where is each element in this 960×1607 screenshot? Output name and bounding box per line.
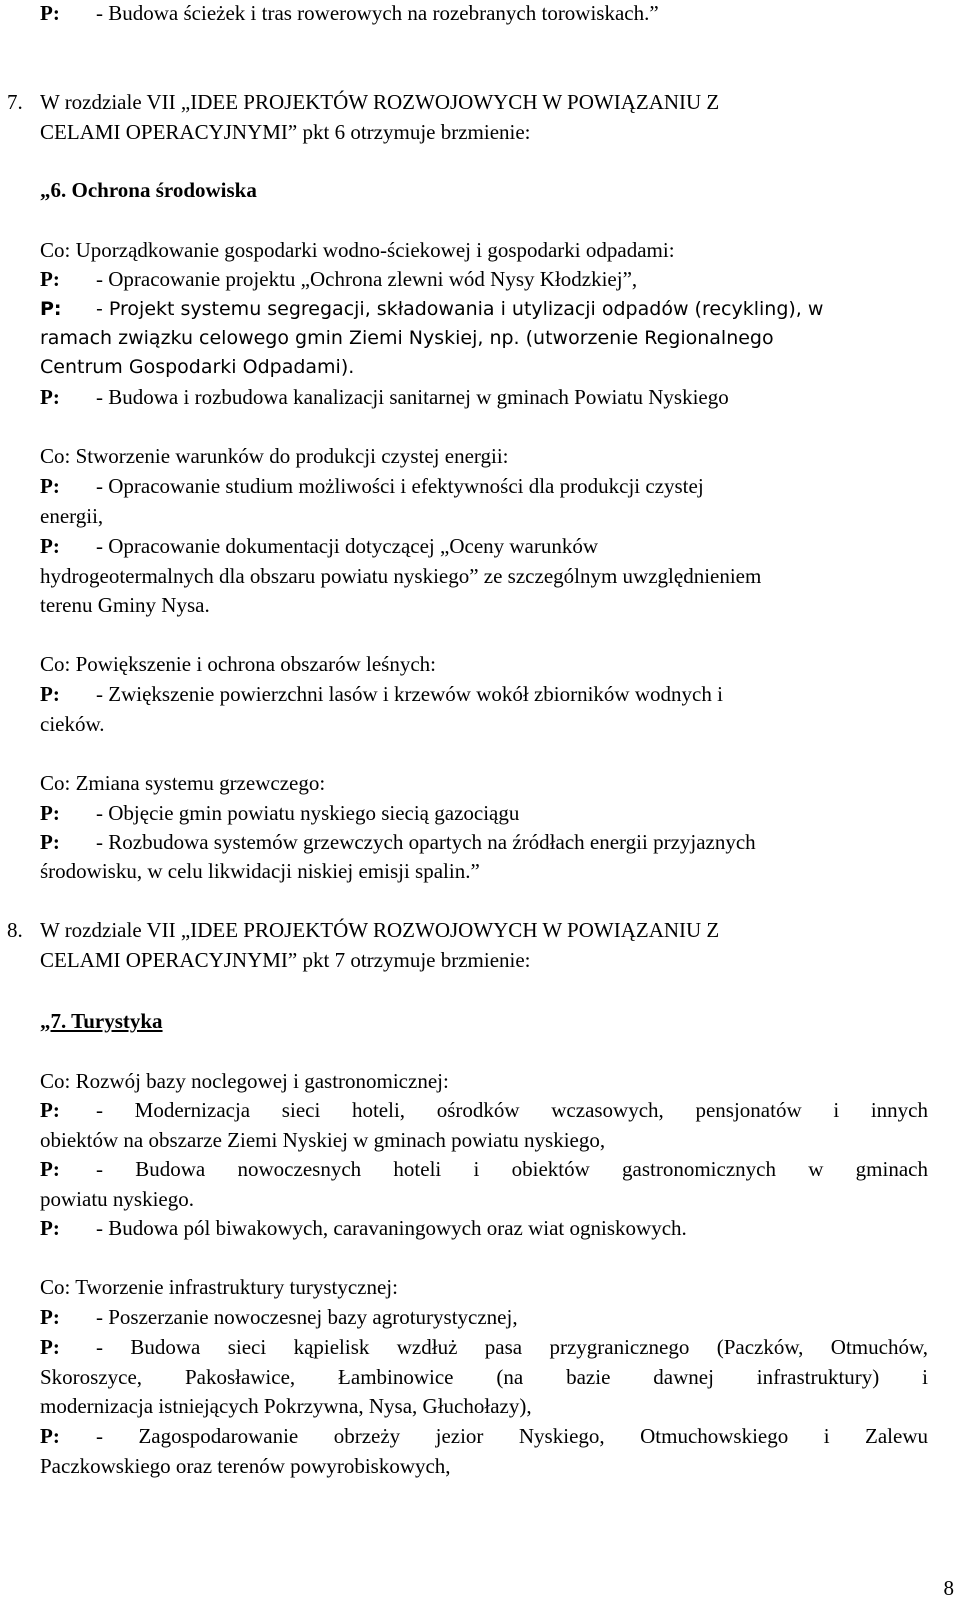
project-label: P: bbox=[40, 1216, 60, 1240]
line-text: - Budowa pól biwakowych, caravaningowych oraz wiat ogniskowych. bbox=[96, 1216, 687, 1240]
project-label: P: bbox=[40, 298, 62, 320]
line-text: obiektów na obszarze Ziemi Nyskiej w gminach powiatu nyskiego, bbox=[40, 1128, 606, 1152]
line-text: hydrogeotermalnych dla obszaru powiatu nyskiego” ze szczególnym uwzględnieniem bbox=[40, 564, 762, 588]
line-text: - Budowa i rozbudowa kanalizacji sanitarnej w gminach Powiatu Nyskiego bbox=[96, 385, 729, 409]
line-text: powiatu nyskiego. bbox=[40, 1187, 194, 1211]
text-line bbox=[40, 533, 598, 559]
line-text: Rozwój bazy noclegowej i gastronomicznej: bbox=[70, 1069, 449, 1093]
text-line bbox=[40, 1068, 449, 1094]
text-line bbox=[7, 89, 720, 115]
project-label: P: bbox=[40, 801, 60, 825]
text-line bbox=[40, 651, 436, 677]
text-line bbox=[40, 237, 675, 263]
line-text: modernizacja istniejących Pokrzywna, Nysa, Głuchołazy), bbox=[40, 1394, 532, 1418]
heading-quote: „ bbox=[40, 178, 51, 202]
line-text: W rozdziale VII „IDEE PROJEKTÓW ROZWOJOWYCH W POWIĄZANIU Z bbox=[40, 918, 720, 942]
text-line bbox=[40, 443, 509, 469]
line-text: Zmiana systemu grzewczego: bbox=[70, 771, 326, 795]
text-line bbox=[40, 1156, 928, 1182]
project-label: P: bbox=[40, 1424, 60, 1448]
line-text: - Rozbudowa systemów grzewczych opartych na źródłach energii przyjaznych bbox=[96, 830, 756, 854]
text-line bbox=[40, 947, 531, 973]
line-text: - Objęcie gmin powiatu nyskiego siecią gazociągu bbox=[96, 801, 520, 825]
line-text: Paczkowskiego oraz terenów powyrobiskowych, bbox=[40, 1454, 451, 1478]
item-number: 8. bbox=[7, 918, 23, 942]
text-line bbox=[40, 473, 704, 499]
text-line bbox=[40, 563, 761, 589]
text-line bbox=[40, 354, 354, 380]
line-text: terenu Gminy Nysa. bbox=[40, 593, 210, 617]
line-text: W rozdziale VII „IDEE PROJEKTÓW ROZWOJOWYCH W POWIĄZANIU Z bbox=[40, 90, 720, 114]
text-line bbox=[40, 1304, 518, 1330]
text-line bbox=[40, 800, 519, 826]
goal-label: Co: bbox=[40, 238, 71, 262]
text-line bbox=[40, 681, 723, 707]
goal-label: Co: bbox=[40, 652, 71, 676]
goal-label: Co: bbox=[40, 771, 71, 795]
project-label: P: bbox=[40, 1157, 60, 1181]
text-line bbox=[40, 1393, 532, 1419]
line-text: Tworzenie infrastruktury turystycznej: bbox=[70, 1275, 398, 1299]
project-label: P: bbox=[40, 830, 60, 854]
text-line bbox=[40, 384, 729, 410]
goal-label: Co: bbox=[40, 1275, 71, 1299]
line-text: - Zwiększenie powierzchni lasów i krzewów wokół zbiorników wodnych i bbox=[96, 682, 723, 706]
line-text: - Budowa ścieżek i tras rowerowych na rozebranych torowiskach.” bbox=[96, 1, 659, 25]
line-text: CELAMI OPERACYJNYMI” pkt 7 otrzymuje brzmienie: bbox=[40, 948, 531, 972]
project-label: P: bbox=[40, 1305, 60, 1329]
goal-label: Co: bbox=[40, 1069, 71, 1093]
text-line bbox=[40, 325, 774, 351]
text-line bbox=[40, 503, 103, 529]
text-line bbox=[7, 917, 720, 943]
text-line bbox=[40, 829, 756, 855]
text-line bbox=[40, 1453, 451, 1479]
text-line bbox=[40, 1423, 928, 1449]
project-label: P: bbox=[40, 1, 60, 25]
item-number: 7. bbox=[7, 90, 23, 114]
line-text: Powiększenie i ochrona obszarów leśnych: bbox=[70, 652, 436, 676]
line-text: - Projekt systemu segregacji, składowania i utylizacji odpadów (recykling), w bbox=[96, 298, 824, 320]
line-text: energii, bbox=[40, 504, 104, 528]
goal-label: Co: bbox=[40, 444, 71, 468]
text-line bbox=[40, 1334, 928, 1360]
line-text: Uporządkowanie gospodarki wodno-ściekowej i gospodarki odpadami: bbox=[70, 238, 675, 262]
text-line bbox=[40, 0, 659, 26]
project-label: P: bbox=[40, 682, 60, 706]
text-line bbox=[40, 266, 637, 292]
heading-text: 7. Turystyka bbox=[50, 1009, 163, 1033]
project-label: P: bbox=[40, 474, 60, 498]
line-text: - Poszerzanie nowoczesnej bazy agroturystycznej, bbox=[96, 1305, 518, 1329]
text-line bbox=[40, 1097, 928, 1123]
text-line bbox=[40, 770, 325, 796]
line-text: - Budowa sieci kąpielisk wzdłuż pasa przygranicznego (Paczków, Otmuchów, bbox=[96, 1335, 928, 1359]
line-text: Centrum Gospodarki Odpadami). bbox=[40, 356, 355, 378]
text-line bbox=[40, 711, 105, 737]
section-heading bbox=[40, 177, 257, 203]
project-label: P: bbox=[40, 267, 60, 291]
line-text: - Opracowanie dokumentacji dotyczącej „Oceny warunków bbox=[96, 534, 599, 558]
line-text: ramach związku celowego gmin Ziemi Nyskiej, np. (utworzenie Regionalnego bbox=[40, 327, 774, 349]
text-line bbox=[40, 1215, 687, 1241]
text-line bbox=[40, 858, 480, 884]
text-line bbox=[40, 1127, 605, 1153]
page-number: 8 bbox=[943, 1576, 954, 1600]
line-text: Stworzenie warunków do produkcji czystej energii: bbox=[70, 444, 509, 468]
text-line bbox=[40, 1364, 928, 1390]
text-line bbox=[40, 592, 210, 618]
line-text: środowisku, w celu likwidacji niskiej emisji spalin.” bbox=[40, 859, 480, 883]
line-text: - Budowa nowoczesnych hoteli i obiektów gastronomicznych w gminach bbox=[96, 1157, 928, 1181]
text-line bbox=[40, 1186, 194, 1212]
line-text: cieków. bbox=[40, 712, 105, 736]
line-text: - Modernizacja sieci hoteli, ośrodków wczasowych, pensjonatów i innych bbox=[96, 1098, 928, 1122]
line-text: - Zagospodarowanie obrzeży jezior Nyskiego, Otmuchowskiego i Zalewu bbox=[96, 1424, 928, 1448]
text-line bbox=[40, 296, 823, 322]
line-text: - Opracowanie studium możliwości i efektywności dla produkcji czystej bbox=[96, 474, 704, 498]
project-label: P: bbox=[40, 385, 60, 409]
line-text: CELAMI OPERACYJNYMI” pkt 6 otrzymuje brzmienie: bbox=[40, 120, 531, 144]
line-text: - Opracowanie projektu „Ochrona zlewni wód Nysy Kłodzkiej”, bbox=[96, 267, 638, 291]
heading-quote: „ bbox=[40, 1009, 51, 1033]
project-label: P: bbox=[40, 534, 60, 558]
text-line bbox=[40, 1274, 398, 1300]
section-heading bbox=[40, 1008, 163, 1034]
project-label: P: bbox=[40, 1335, 60, 1359]
heading-text: 6. Ochrona środowiska bbox=[50, 178, 257, 202]
text-line bbox=[40, 119, 531, 145]
project-label: P: bbox=[40, 1098, 60, 1122]
line-text: Skoroszyce, Pakosławice, Łambinowice (na bazie dawnej infrastruktury) i bbox=[40, 1365, 928, 1389]
